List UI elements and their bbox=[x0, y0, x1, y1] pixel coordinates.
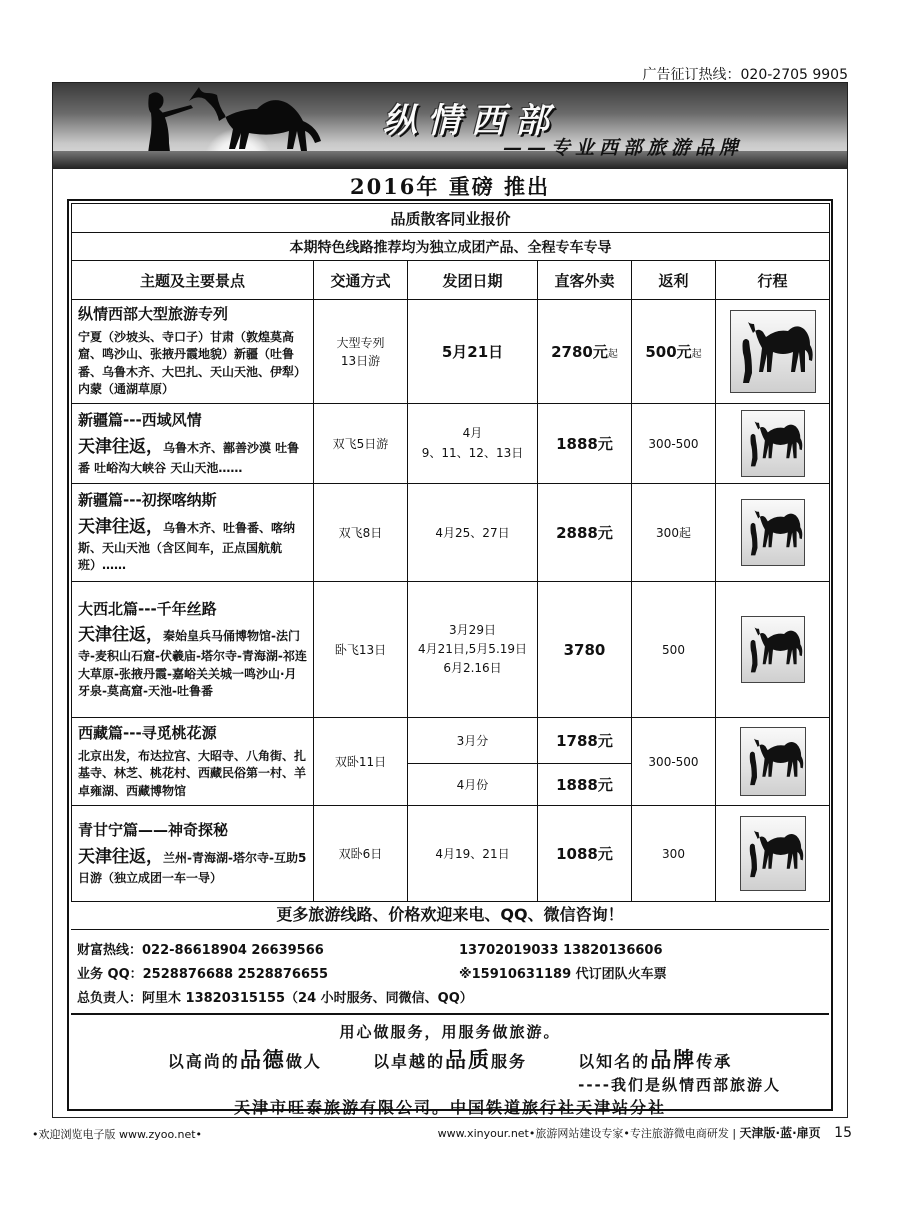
route-desc: 兰州-青海湖-塔尔寺-互助5日游（独立成团一车一导） bbox=[78, 850, 307, 885]
qq-numbers: 2528876688 2528876655 bbox=[142, 967, 329, 982]
route-date: 4月25、27日 bbox=[408, 484, 538, 582]
route-rebate-cell bbox=[632, 300, 716, 404]
itinerary-thumbnail[interactable] bbox=[730, 310, 816, 393]
motto-p1-highlight: 品德 bbox=[239, 1048, 286, 1072]
qq-label: 业务 QQ： bbox=[77, 967, 143, 982]
camel-icon bbox=[742, 411, 804, 473]
motto-p3-highlight: 品牌 bbox=[650, 1048, 697, 1072]
ad-hotline: 广告征订热线：020-2705 9905 bbox=[642, 67, 848, 83]
manager-label: 总负责人： bbox=[77, 991, 143, 1006]
route-rebate: 300起 bbox=[632, 484, 716, 582]
route-price-table bbox=[71, 203, 830, 902]
motto-p2-highlight: 品质 bbox=[445, 1048, 491, 1072]
route-desc: 乌鲁木齐、吐鲁番、喀纳斯、天山天池（含区间车，正点国航航班）…… bbox=[78, 521, 296, 573]
table-row bbox=[72, 718, 830, 764]
route-theme-cell bbox=[72, 300, 314, 404]
route-price: 1888元 bbox=[538, 764, 632, 806]
route-transport: 双卧6日 bbox=[314, 806, 408, 902]
motto-p3-post: 传承 bbox=[696, 1052, 733, 1071]
route-itinerary-cell bbox=[716, 806, 830, 902]
itinerary-thumbnail[interactable] bbox=[740, 727, 806, 796]
route-price: 3780 bbox=[538, 582, 632, 718]
route-itinerary-cell bbox=[716, 718, 830, 806]
footer-left-link[interactable]: •欢迎浏览电子版 www.zyoo.net• bbox=[32, 1128, 203, 1141]
table-row bbox=[72, 806, 830, 902]
route-date: 3月分 bbox=[408, 718, 538, 764]
motto-p2-pre: 以卓越的 bbox=[372, 1052, 445, 1071]
route-theme-cell bbox=[72, 582, 314, 718]
route-rebate: 500 bbox=[632, 582, 716, 718]
header-date: 发团日期 bbox=[408, 261, 538, 300]
route-theme-cell bbox=[72, 806, 314, 902]
header-itinerary: 行程 bbox=[716, 261, 830, 300]
route-name: 新疆篇---西域风情 bbox=[78, 411, 202, 430]
header-rebate: 返利 bbox=[632, 261, 716, 300]
route-desc: 秦始皇兵马俑博物馆-法门寺-麦积山石窟-伏羲庙-塔尔寺-青海湖-祁连大草原-张掖丹霞-嘉峪关关城一鸣沙山·月牙泉-莫高窟-天池-吐鲁番 bbox=[78, 629, 307, 698]
motto-p1-post: 做人 bbox=[285, 1052, 322, 1071]
table-row bbox=[72, 484, 830, 582]
camel-icon bbox=[741, 817, 805, 887]
hotline-numbers: 022-86618904 26639566 bbox=[142, 943, 324, 958]
camel-icon bbox=[731, 311, 815, 389]
mobile-numbers: 13702019033 13820136606 bbox=[459, 943, 663, 958]
route-desc: 北京出发，布达拉宫、大昭寺、八角街、扎基寺、林芝、桃花村、西藏民俗第一村、羊卓雍湖、西藏博物馆 bbox=[78, 748, 307, 798]
brand-title: 纵情西部 bbox=[383, 101, 559, 141]
route-theme-cell bbox=[72, 718, 314, 806]
route-rebate: 300-500 bbox=[632, 404, 716, 484]
route-name: 青甘宁篇——神奇探秘 bbox=[78, 821, 229, 840]
header-transport: 交通方式 bbox=[314, 261, 408, 300]
route-date: 4月份 bbox=[408, 764, 538, 806]
route-name: 新疆篇---初探喀纳斯 bbox=[78, 491, 217, 510]
train-ticket-note: ※15910631189 代订团队火车票 bbox=[459, 967, 667, 982]
route-rebate-suffix: 起 bbox=[691, 349, 702, 360]
route-itinerary-cell bbox=[716, 404, 830, 484]
route-price-cell bbox=[538, 300, 632, 404]
route-date: 4月 9、11、12、13日 bbox=[408, 404, 538, 484]
headline: 2016年 重磅 推出 bbox=[349, 174, 551, 199]
header-theme: 主题及主要景点 bbox=[72, 261, 314, 300]
route-itinerary-cell bbox=[716, 300, 830, 404]
banner bbox=[53, 83, 847, 169]
route-itinerary-cell bbox=[716, 582, 830, 718]
motto-line-2 bbox=[71, 1044, 829, 1074]
route-price: 1088元 bbox=[538, 806, 632, 902]
table-row bbox=[72, 404, 830, 484]
route-theme-cell bbox=[72, 404, 314, 484]
route-transport: 双飞5日游 bbox=[314, 404, 408, 484]
route-transport: 卧飞13日 bbox=[314, 582, 408, 718]
itinerary-thumbnail[interactable] bbox=[741, 616, 805, 683]
contact-info bbox=[77, 939, 827, 1011]
route-date: 4月19、21日 bbox=[408, 806, 538, 902]
edition-label: 天津版·蓝·扉页 bbox=[739, 1126, 821, 1140]
contact-line-qq bbox=[77, 963, 827, 987]
route-price: 2780元 bbox=[551, 343, 608, 361]
company-motto bbox=[71, 1013, 829, 1117]
route-rebate: 500元 bbox=[645, 343, 692, 361]
route-date: 5月21日 bbox=[408, 300, 538, 404]
contact-line-hotline bbox=[77, 939, 827, 963]
footer-right-link[interactable]: www.xinyour.net•旅游网站建设专家•专注旅游微电商研发 bbox=[437, 1127, 729, 1140]
table-header-row bbox=[72, 261, 830, 300]
itinerary-thumbnail[interactable] bbox=[740, 816, 806, 891]
camel-icon bbox=[742, 500, 804, 562]
table-row bbox=[72, 300, 830, 404]
route-transport: 双卧11日 bbox=[314, 718, 408, 806]
route-transport: 双飞8日 bbox=[314, 484, 408, 582]
motto-p1-pre: 以高尚的 bbox=[167, 1052, 240, 1071]
route-date: 3月29日 4月21日,5月5.19日 6月2.16日 bbox=[408, 582, 538, 718]
camel-icon bbox=[742, 617, 804, 679]
motto-line-1: 用心做服务，用服务做旅游。 bbox=[339, 1023, 561, 1041]
page-number: 15 bbox=[834, 1125, 852, 1141]
footer-right: www.xinyour.net•旅游网站建设专家•专注旅游微电商研发 | 天津版·蓝·扉页 15 bbox=[437, 1125, 852, 1141]
motto-p2-post: 服务 bbox=[491, 1052, 528, 1071]
itinerary-thumbnail[interactable] bbox=[741, 499, 805, 566]
itinerary-thumbnail[interactable] bbox=[741, 410, 805, 477]
route-desc: 宁夏（沙坡头、寺口子）甘肃（敦煌莫高窟、鸣沙山、张掖丹霞地貌）新疆（吐鲁番、乌鲁木齐、大巴扎、天山天池、伊犁）内蒙（通湖草原） bbox=[78, 330, 307, 397]
route-lead: 天津往返， bbox=[78, 436, 163, 457]
offer-board bbox=[67, 199, 833, 1117]
advertisement-page bbox=[52, 82, 848, 1118]
camel-icon bbox=[741, 728, 805, 792]
table-title: 品质散客同业报价 bbox=[72, 204, 830, 233]
manager-info: 阿里木 13820315155（24 小时服务、同微信、QQ） bbox=[142, 991, 473, 1006]
header-price: 直客外卖 bbox=[538, 261, 632, 300]
route-rebate: 300-500 bbox=[632, 718, 716, 806]
table-row bbox=[72, 582, 830, 718]
route-rebate: 300 bbox=[632, 806, 716, 902]
contact-line-manager bbox=[77, 987, 827, 1011]
route-name: 大西北篇---千年丝路 bbox=[78, 599, 217, 618]
route-name: 纵情西部大型旅游专列 bbox=[78, 305, 229, 324]
route-price: 2888元 bbox=[538, 484, 632, 582]
hotline-label: 财富热线： bbox=[77, 943, 143, 958]
brand-slogan: ——专业西部旅游品牌 bbox=[503, 137, 744, 159]
motto-p3-pre: 以知名的 bbox=[578, 1052, 651, 1071]
route-name: 西藏篇---寻觅桃花源 bbox=[78, 724, 217, 743]
route-lead: 天津往返， bbox=[78, 846, 163, 867]
route-price: 1788元 bbox=[538, 718, 632, 764]
route-price: 1888元 bbox=[538, 404, 632, 484]
route-transport: 大型专列 13日游 bbox=[314, 300, 408, 404]
motto-line-3: ----我们是纵情西部旅游人 bbox=[578, 1076, 781, 1094]
route-theme-cell bbox=[72, 484, 314, 582]
company-names: 天津市旺泰旅游有限公司。中国铁道旅行社天津站分社 bbox=[233, 1098, 666, 1117]
route-price-suffix: 起 bbox=[607, 349, 618, 360]
table-subtitle: 本期特色线路推荐均为独立成团产品、全程专车专导 bbox=[72, 233, 830, 261]
route-lead: 天津往返， bbox=[78, 625, 163, 646]
more-info-banner: 更多旅游线路、价格欢迎来电、QQ、微信咨询！ bbox=[71, 901, 829, 930]
route-desc: 乌鲁木齐、鄯善沙漠 吐鲁番 吐峪沟大峡谷 天山天池…… bbox=[78, 440, 300, 475]
route-itinerary-cell bbox=[716, 484, 830, 582]
route-lead: 天津往返， bbox=[78, 517, 163, 538]
